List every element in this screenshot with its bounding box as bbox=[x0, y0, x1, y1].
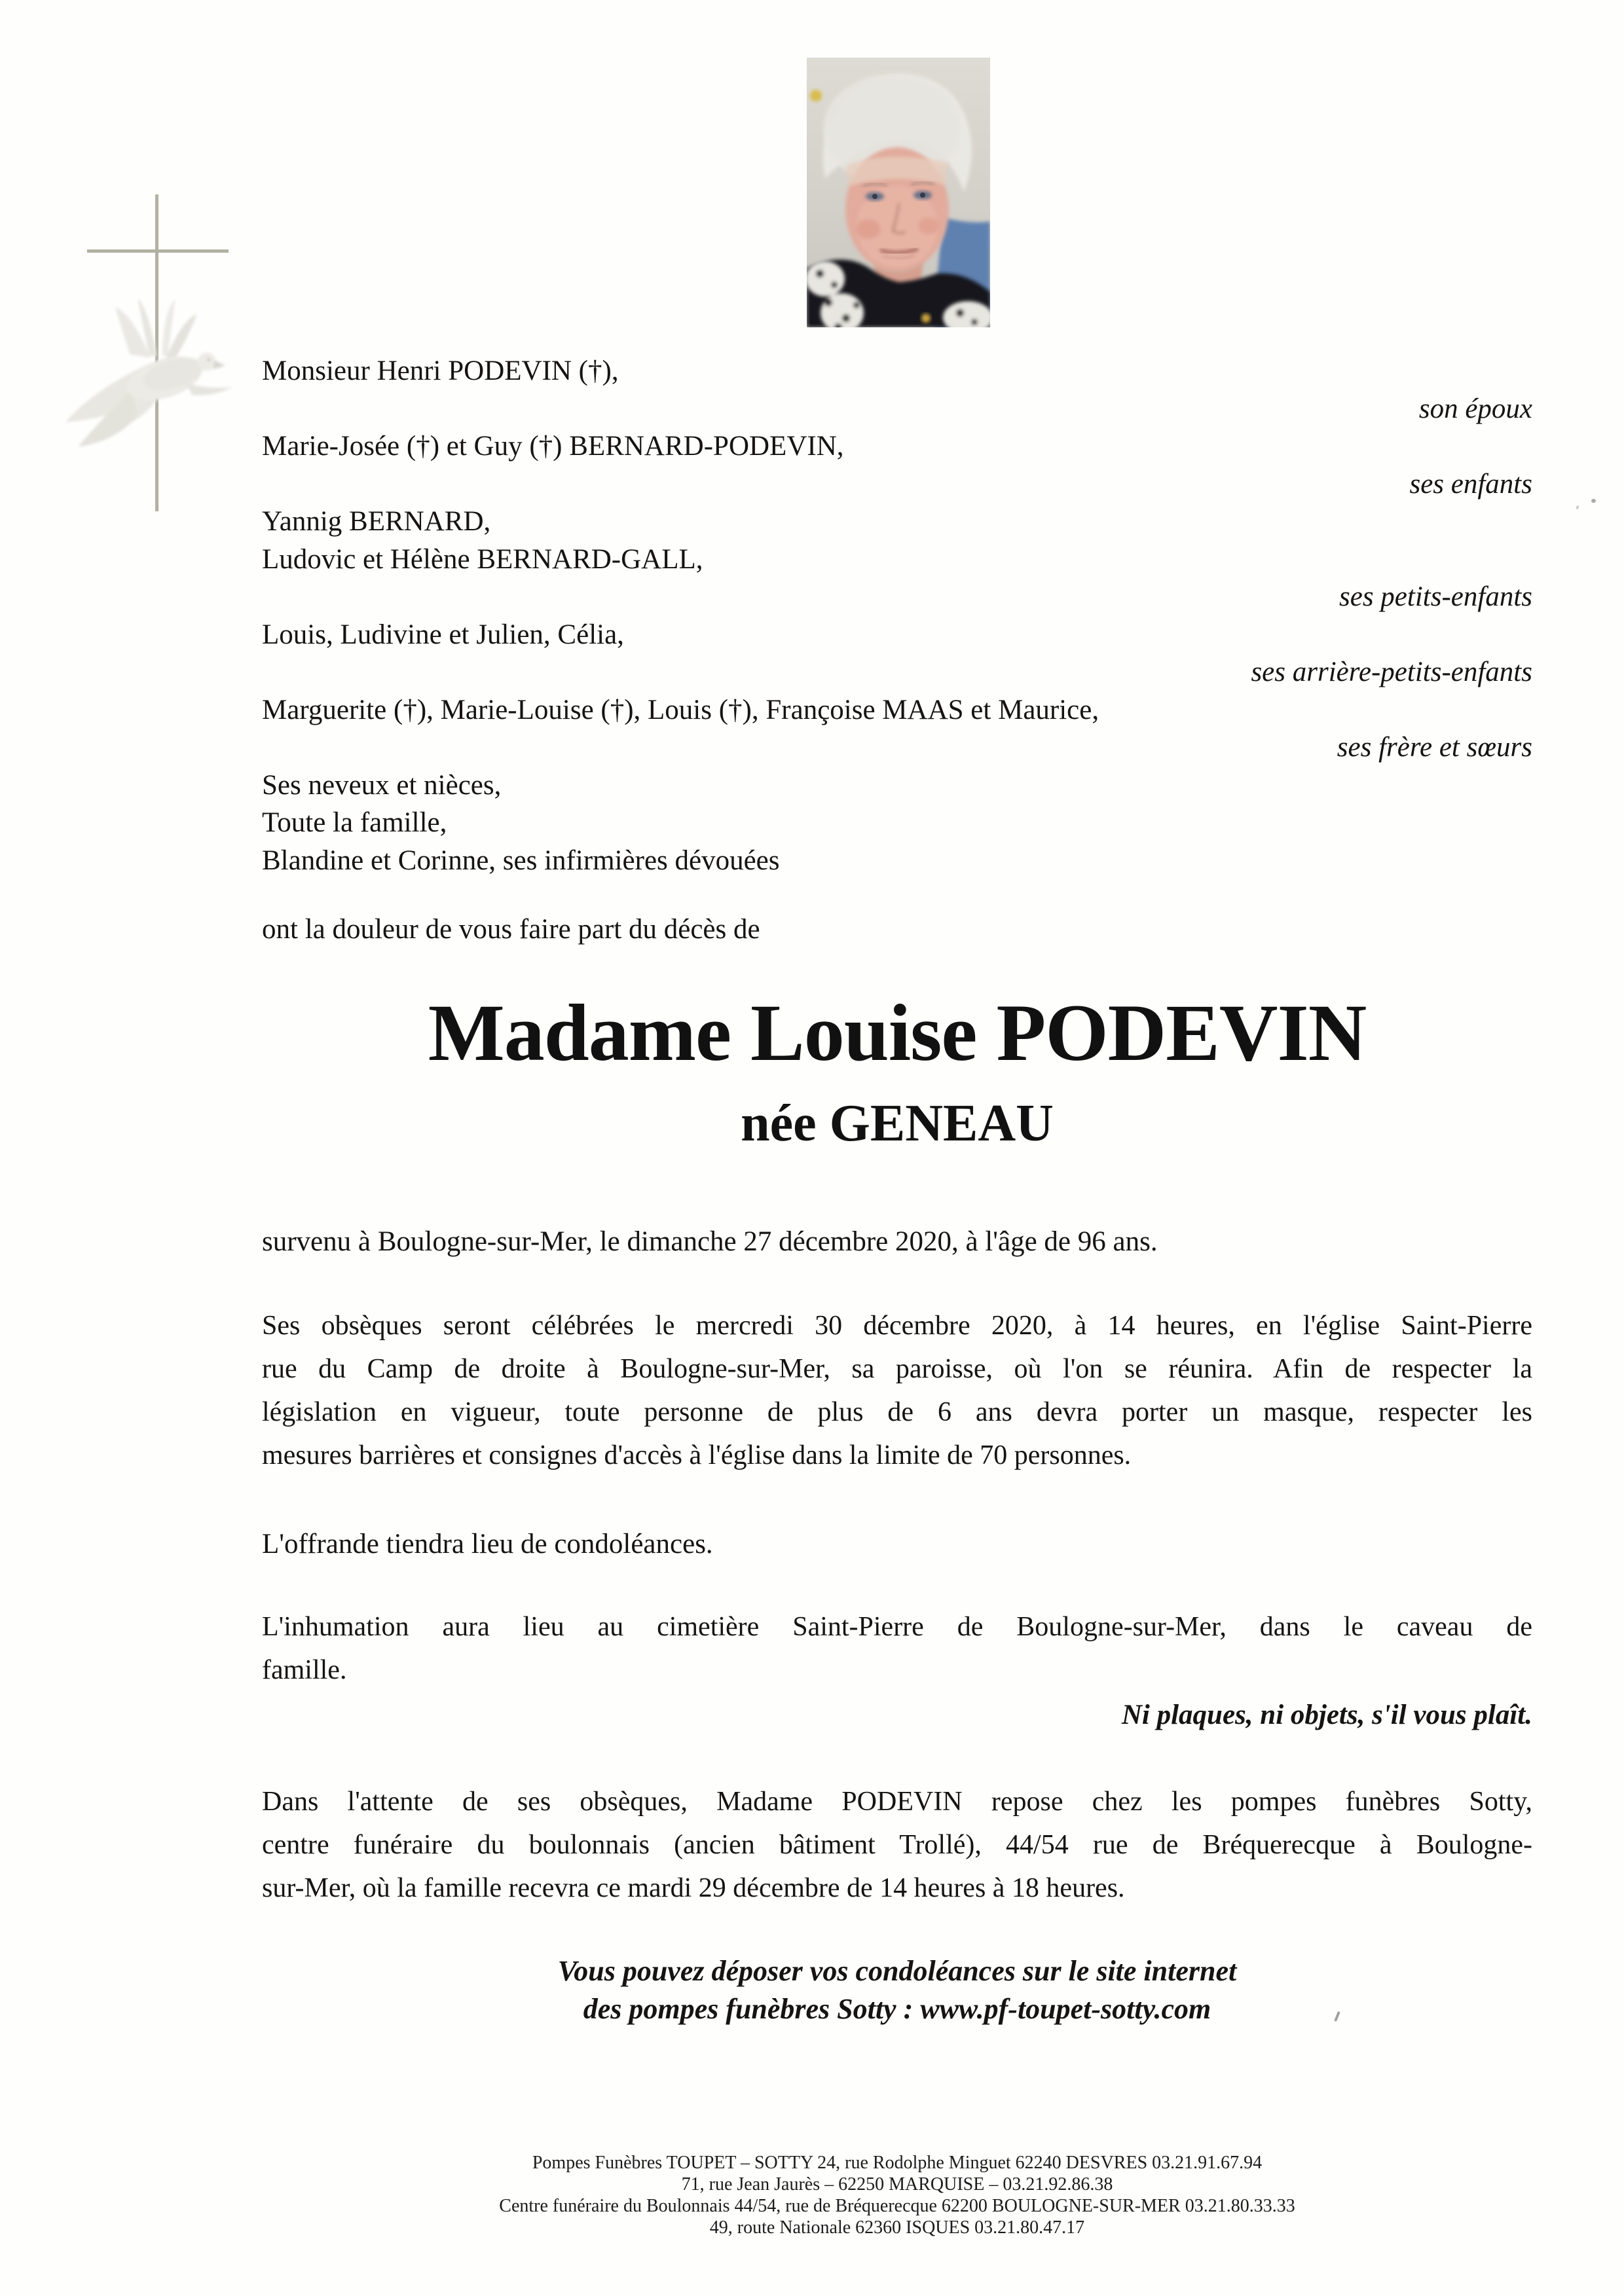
dove-icon bbox=[52, 293, 249, 461]
online-condolences-note bbox=[262, 1952, 1532, 2028]
paragraph-line: L'inhumation aura lieu au cimetière Saint-Pierre de Boulogne-sur-Mer, dans le caveau de bbox=[262, 1612, 1532, 1642]
paragraph-line: centre funéraire du boulonnais (ancien bâtiment Trollé), 44/54 rue de Bréquerecque à Boulogne- bbox=[262, 1830, 1532, 1860]
family-line: Monsieur Henri PODEVIN (†), bbox=[262, 355, 619, 386]
family-line: Ses neveux et nièces, bbox=[262, 769, 502, 801]
paragraph-line: rue du Camp de droite à Boulogne-sur-Mer, sa paroisse, où l'on se réunira. Afin de respecter la bbox=[262, 1354, 1532, 1384]
relation-label: ses petits-enfants bbox=[1339, 581, 1532, 612]
footer-line: Pompes Funèbres TOUPET – SOTTY 24, rue Rodolphe Minguet 62240 DESVRES 03.21.91.67.94 bbox=[532, 2153, 1263, 2173]
paragraph-line: Dans l'attente de ses obsèques, Madame PODEVIN repose chez les pompes funèbres Sotty, bbox=[262, 1787, 1532, 1817]
relation-label: ses enfants bbox=[1409, 468, 1532, 500]
paragraph-line: Ses obsèques seront célébrées le mercredi 30 décembre 2020, à 14 heures, en l'église Saint-Pierre bbox=[262, 1311, 1532, 1341]
funeral-paragraph bbox=[262, 1304, 1532, 1477]
paragraph-line: sur-Mer, où la famille recevra ce mardi 29 décembre de 14 heures à 18 heures. bbox=[262, 1873, 1125, 1903]
family-line: Toute la famille, bbox=[262, 807, 447, 838]
maiden-name: née GENEAU bbox=[741, 1095, 1054, 1152]
footer-line: Centre funéraire du Boulonnais 44/54, rue de Bréquerecque 62200 BOULOGNE-SUR-MER 03.21.80.33.33 bbox=[499, 2196, 1295, 2216]
burial-paragraph bbox=[262, 1605, 1532, 1692]
death-details-line: survenu à Boulogne-sur-Mer, le dimanche 27 décembre 2020, à l'âge de 96 ans. bbox=[262, 1226, 1158, 1257]
paragraph-line: législation en vigueur, toute personne de plus de 6 ans devra porter un masque, respecter les bbox=[262, 1397, 1532, 1427]
offering-line: L'offrande tiendra lieu de condoléances. bbox=[262, 1529, 713, 1559]
family-line: Yannig BERNARD, bbox=[262, 506, 491, 537]
scan-speck bbox=[1576, 505, 1579, 509]
family-line: Marguerite (†), Marie-Louise (†), Louis (†), Françoise MAAS et Maurice, bbox=[262, 694, 1099, 725]
funeral-home-footer bbox=[262, 2152, 1532, 2238]
footer-line: 49, route Nationale 62360 ISQUES 03.21.80.47.17 bbox=[709, 2217, 1085, 2238]
family-line: Blandine et Corinne, ses infirmières dévouées bbox=[262, 845, 780, 876]
cross-horizontal-bar bbox=[87, 249, 229, 253]
family-list bbox=[262, 352, 1532, 879]
no-plaques-request: Ni plaques, ni objets, s'il vous plaît. bbox=[1121, 1700, 1532, 1730]
relation-label: son époux bbox=[1418, 393, 1532, 424]
note-line: Vous pouvez déposer vos condoléances sur le site internet bbox=[557, 1955, 1237, 1987]
family-line: Ludovic et Hélène BERNARD-GALL, bbox=[262, 543, 703, 575]
repose-paragraph bbox=[262, 1780, 1532, 1910]
scan-speck bbox=[1591, 499, 1596, 503]
deceased-name: Madame Louise PODEVIN bbox=[428, 988, 1367, 1078]
family-line: Louis, Ludivine et Julien, Célia, bbox=[262, 619, 624, 650]
relation-label: ses frère et sœurs bbox=[1337, 732, 1532, 763]
paragraph-line: famille. bbox=[262, 1655, 347, 1685]
footer-line: 71, rue Jean Jaurès – 62250 MARQUISE – 03.21.92.86.38 bbox=[681, 2174, 1113, 2195]
relation-label: ses arrière-petits-enfants bbox=[1251, 657, 1532, 687]
family-line: Marie-Josée (†) et Guy (†) BERNARD-PODEVIN, bbox=[262, 431, 844, 462]
portrait-photo bbox=[807, 58, 990, 327]
note-line: des pompes funèbres Sotty : www.pf-toupet-sotty.com bbox=[583, 1993, 1211, 2025]
paragraph-line: mesures barrières et consignes d'accès à l'église dans la limite de 70 personnes. bbox=[262, 1440, 1132, 1470]
announcement-line: ont la douleur de vous faire part du décès de bbox=[262, 914, 760, 945]
